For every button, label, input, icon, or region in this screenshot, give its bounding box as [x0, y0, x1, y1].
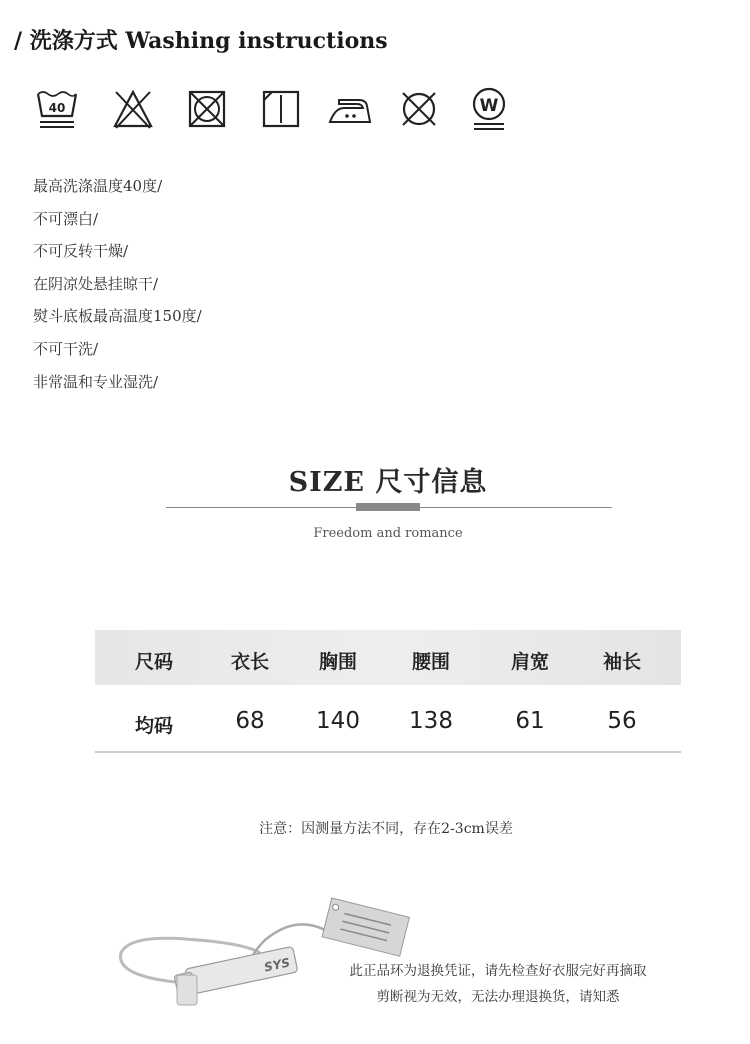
cell-chest: 140 — [316, 708, 360, 734]
header-size: 尺码 — [134, 651, 173, 673]
header-shoulder: 肩宽 — [510, 651, 549, 673]
iron-medium-icon — [327, 86, 373, 132]
cell-length: 68 — [235, 708, 265, 734]
no-bleach-icon — [110, 86, 156, 132]
measurement-note: 注意：因测量方法不同，存在2-3cm误差 — [259, 821, 513, 837]
care-instructions-list — [33, 170, 202, 398]
header-sleeve: 袖长 — [602, 651, 641, 673]
care-instruction: 不可漂白/ — [33, 209, 99, 228]
header-waist: 腰围 — [411, 651, 450, 673]
washing-title: / 洗涤方式 Washing instructions — [14, 28, 388, 54]
tag-brand-mark: SYS — [262, 955, 292, 975]
header-chest: 胸围 — [318, 651, 357, 673]
size-table — [95, 630, 681, 753]
size-divider-accent — [356, 503, 420, 511]
tag-notice-line: 剪断视为无效，无法办理退换货，请知悉 — [376, 989, 620, 1005]
wet-clean-label: W — [479, 96, 499, 116]
cell-waist: 138 — [409, 708, 453, 734]
tag-notice — [333, 958, 663, 1010]
care-instruction: 在阴凉处悬挂晾干/ — [33, 274, 159, 293]
washing-icons-row — [30, 86, 520, 134]
line-dry-shade-icon — [258, 86, 304, 132]
gentle-wet-clean-icon — [466, 86, 512, 132]
care-instruction: 不可反转干燥/ — [33, 242, 129, 261]
cell-size: 均码 — [134, 715, 173, 737]
tag-notice-line: 此正品环为退换凭证，请先检查好衣服完好再摘取 — [349, 963, 647, 979]
header-length: 衣长 — [230, 651, 269, 673]
wash-40-icon — [34, 86, 80, 132]
size-section-title: SIZE 尺寸信息 — [288, 467, 488, 498]
care-instruction: 熨斗底板最高温度150度/ — [33, 307, 202, 326]
size-subtitle: Freedom and romance — [313, 526, 463, 541]
cell-shoulder: 61 — [515, 708, 545, 734]
no-tumble-dry-icon — [184, 86, 230, 132]
care-instruction: 不可干洗/ — [33, 339, 99, 358]
no-dry-clean-icon — [396, 86, 442, 132]
cell-sleeve: 56 — [607, 708, 637, 734]
care-instruction: 非常温和专业湿洗/ — [33, 372, 159, 391]
wash-temp-label: 40 — [48, 101, 66, 115]
care-instruction: 最高洗涤温度40度/ — [33, 177, 163, 195]
